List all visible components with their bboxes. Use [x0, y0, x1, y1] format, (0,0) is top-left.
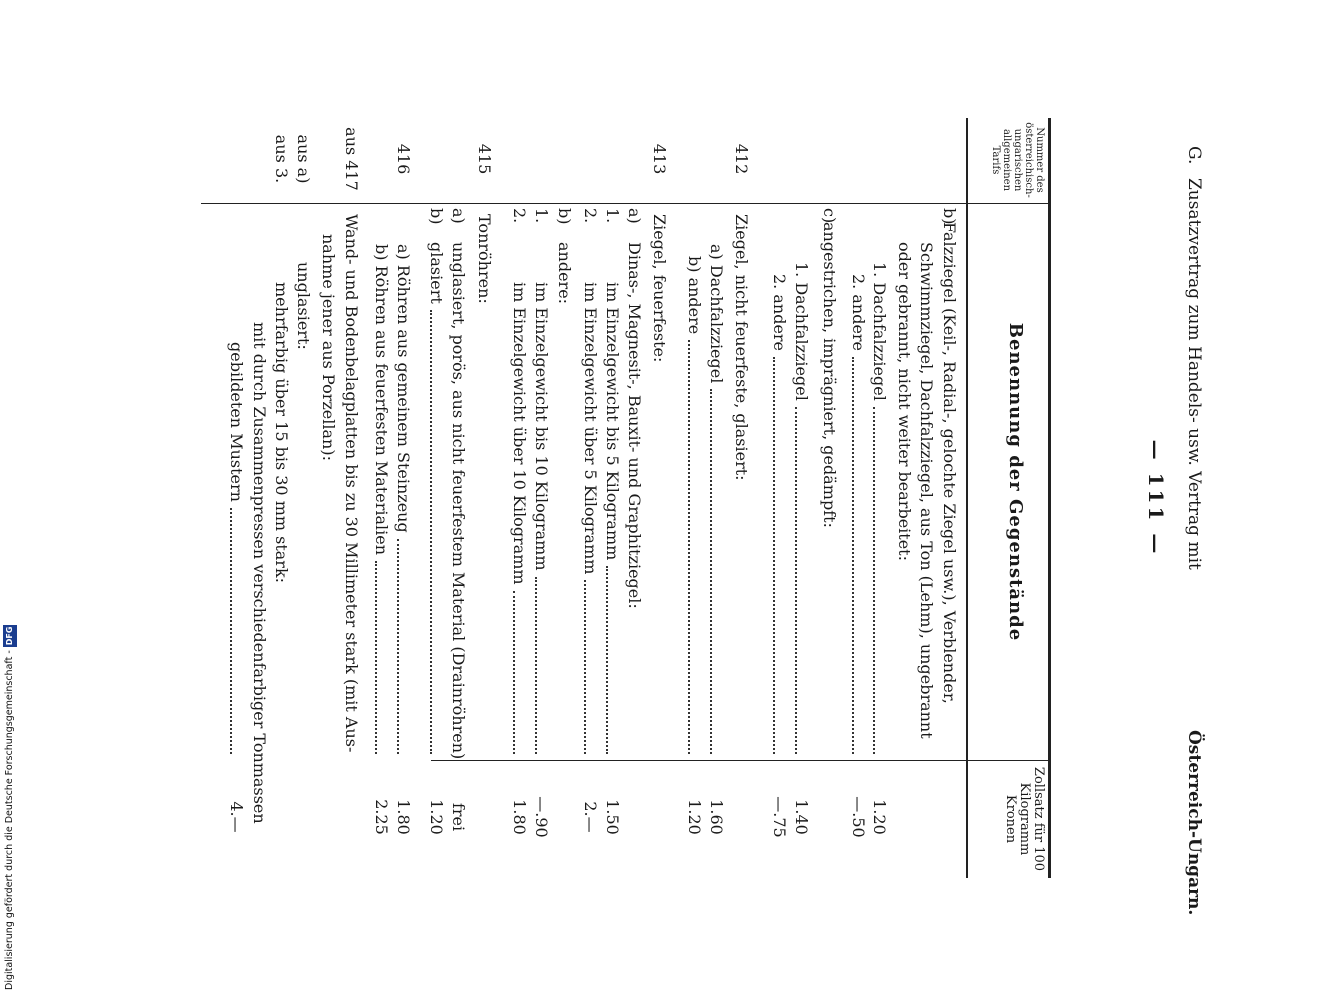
sub-number: 2. [581, 208, 600, 224]
tariff-number: 415 [475, 143, 494, 175]
item-description: a) Dachfalzziegel [707, 244, 726, 384]
table-row [270, 118, 291, 878]
item-description: im Einzelgewicht bis 10 Kilogramm [532, 282, 551, 571]
sub-number: b) [427, 208, 446, 225]
table-row [579, 118, 600, 878]
item-description: a) Röhren aus gemeinem Steinzeug [394, 244, 413, 533]
tariff-number: aus a) [294, 134, 313, 184]
leader-dots [535, 577, 537, 754]
leader-dots [852, 357, 854, 754]
item-description: Falzziegel (Keil-, Radial-, gelochte Ziegel usw.), Verblender, [940, 222, 959, 704]
item-description: b) andere [685, 256, 704, 335]
column-header-description: Benennung der Gegenstände [1005, 322, 1026, 642]
table-top-rule [1048, 118, 1051, 878]
item-description: im Einzelgewicht über 10 Kilogramm [510, 282, 529, 585]
tariff-table [201, 118, 1051, 878]
sub-number: 1. [603, 208, 622, 224]
tariff-number: 413 [650, 143, 669, 175]
running-title: Zusatzvertrag zum Handels- usw. Vertrag mit [1184, 178, 1204, 570]
leader-dots [375, 561, 377, 754]
tariff-number: 412 [732, 143, 751, 175]
duty-rate: 1.20 [685, 799, 704, 835]
leader-dots [606, 566, 608, 754]
duty-rate: 2.25 [372, 799, 391, 835]
item-description: 2. andere [849, 274, 868, 352]
duty-rate: 1.80 [394, 799, 413, 835]
table-row [601, 118, 622, 878]
page-number: — 111 — [1144, 439, 1168, 557]
table-row [340, 118, 361, 878]
country-name: Österreich-Ungarn. [1184, 730, 1204, 916]
tariff-number: aus 3. [272, 134, 291, 184]
leader-dots [873, 407, 875, 754]
sub-number: 1. [532, 208, 551, 224]
sub-number: a) [449, 208, 468, 224]
sub-number: b) [940, 208, 959, 225]
item-description: im Einzelgewicht über 5 Kilogramm [581, 282, 600, 575]
column-header-rate: Zollsatz für 100 Kilogramm Kronen [1003, 766, 1046, 872]
table-row [790, 118, 811, 878]
item-description: Tonröhren: [475, 214, 494, 304]
duty-rate: 1.20 [870, 799, 889, 835]
sub-number: 2. [510, 208, 529, 224]
table-row [425, 118, 446, 878]
duty-rate: frei [449, 802, 468, 832]
leader-dots [773, 357, 775, 754]
item-description: Dinas-, Magnesit-, Bauxit- und Graphitziegel: [625, 242, 644, 609]
table-row [915, 118, 936, 878]
duty-rate: —.50 [849, 796, 868, 838]
table-row [292, 118, 313, 878]
leader-dots [584, 580, 586, 754]
table-row [938, 118, 959, 878]
item-description: Ziegel, feuerfeste: [650, 214, 669, 363]
item-description: im Einzelgewicht bis 5 Kilogramm [603, 282, 622, 561]
item-description: unglasiert, porös, aus nicht feuerfestem Material (Drainröhren) [449, 242, 468, 760]
item-description: mit durch Zusammenpressen verschiedenfarbiger Tonmassen [250, 322, 269, 824]
table-row [623, 118, 644, 878]
duty-rate: 1.20 [427, 799, 446, 835]
item-description: oder gebrannt, nicht weiter bearbeitet: [895, 242, 914, 561]
duty-rate: 4.— [227, 801, 246, 833]
sub-number: b) [555, 208, 574, 225]
table-row [508, 118, 529, 878]
digitization-note [3, 604, 17, 990]
tariff-number: aus 417 [342, 127, 361, 191]
item-description: Schwimmziegel, Dachfalzziegel, aus Ton (Lehm), ungebrannt [917, 242, 936, 739]
item-description: nahme jener aus Porzellan): [319, 234, 338, 461]
leader-dots [397, 539, 399, 754]
sub-number: c) [820, 208, 839, 224]
item-description: 2. andere [770, 274, 789, 352]
duty-rate: 1.40 [792, 799, 811, 835]
item-description: Ziegel, nicht feuerfeste, glasiert: [732, 214, 751, 481]
table-row [447, 118, 468, 878]
leader-dots [230, 508, 232, 754]
table-row [317, 118, 338, 878]
table-row [683, 118, 704, 878]
table-row [868, 118, 889, 878]
table-row [893, 118, 914, 878]
duty-rate: 1.50 [603, 799, 622, 835]
leader-dots [710, 389, 712, 754]
table-header-rule [966, 118, 968, 878]
duty-rate: 2.— [581, 801, 600, 833]
dfg-logo: DFG [3, 625, 17, 648]
item-description: 1. Dachfalzziegel [792, 262, 811, 401]
digitization-text: Digitalisierung gefördert durch die Deutsche Forschungsgemeinschaft - [4, 650, 15, 990]
leader-dots [513, 591, 515, 754]
table-row [473, 118, 494, 878]
table-row [553, 118, 574, 878]
section-letter: G. [1184, 146, 1204, 165]
leader-dots [795, 407, 797, 754]
item-description: mehrfarbig über 15 bis 30 mm stark: [272, 282, 291, 584]
column-header-number: Nummer des österreichisch-ungarischen allgemeinen Tarifs [990, 122, 1045, 198]
table-row [530, 118, 551, 878]
table-row [847, 118, 868, 878]
table-row [225, 118, 246, 878]
running-head [1176, 118, 1206, 916]
table-row [818, 118, 839, 878]
leader-dots [430, 310, 432, 754]
table-row [248, 118, 269, 878]
item-description: andere: [555, 242, 574, 305]
table-row [370, 118, 391, 878]
table-row [392, 118, 413, 878]
item-description: gebildeten Mustern [227, 342, 246, 502]
item-description: angestrichen, imprägniert, gedämpft: [820, 222, 839, 528]
table-row [648, 118, 669, 878]
tariff-number: 416 [394, 143, 413, 175]
duty-rate: —.75 [770, 796, 789, 838]
duty-rate: 1.60 [707, 799, 726, 835]
item-description: Wand- und Bodenbelagplatten bis zu 30 Millimeter stark (mit Aus- [342, 214, 361, 753]
sub-number: a) [625, 208, 644, 224]
item-description: glasiert [427, 242, 446, 304]
item-description: 1. Dachfalzziegel [870, 262, 889, 401]
item-description: unglasiert: [294, 262, 313, 350]
item-description: b) Röhren aus feuerfesten Materialien [372, 244, 391, 556]
table-row [705, 118, 726, 878]
document-page [206, 118, 1206, 916]
leader-dots [688, 340, 690, 754]
table-row [768, 118, 789, 878]
duty-rate: 1.80 [510, 799, 529, 835]
duty-rate: —.90 [532, 796, 551, 838]
table-row [730, 118, 751, 878]
